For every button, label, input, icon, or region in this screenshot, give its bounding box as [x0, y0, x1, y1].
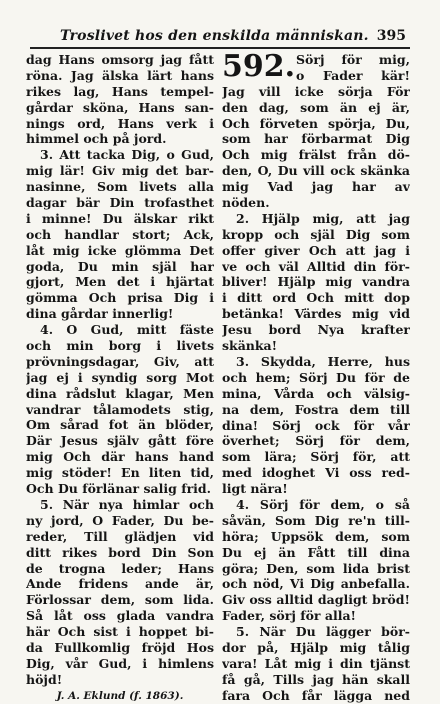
left-column — [26, 52, 214, 704]
text-line: bliver! Hjälp mig vandra — [222, 274, 410, 290]
text-line: himmel och på jord. — [26, 131, 167, 147]
text-line: och nöd, Vi Dig anbefalla. — [222, 576, 410, 592]
text-line: vandrar tålamodets stig, — [26, 401, 214, 417]
text-line: na dem, Fostra dem till — [222, 401, 410, 417]
text-line: nöden. — [222, 195, 270, 211]
text-line: 3. Att tacka Dig, o Gud, — [40, 147, 214, 163]
text-line: de trogna leder; Hans — [26, 560, 214, 576]
text-line: Om sårad fot än blöder, — [26, 417, 214, 433]
text-line: gårdar sköna, Hans san- — [26, 99, 214, 115]
text-line: och min borg i livets — [26, 338, 214, 354]
text-line: gömma Och prisa Dig i — [26, 290, 214, 306]
text-line: Dig, vår Gud, i himlens — [26, 655, 214, 671]
text-line: mig Vad jag har av — [222, 179, 410, 195]
text-line: ny jord, O Fader, Du be- — [26, 512, 214, 528]
text-line: den, O, Du vill ock skänka — [222, 163, 410, 179]
text-line: betänka! Värdes mig vid — [222, 306, 410, 322]
text-line: Så låt oss glada vandra — [26, 608, 214, 624]
text-line: vara! Låt mig i din tjänst — [222, 655, 410, 671]
text-line: 5. När Du lägger bör- — [236, 624, 410, 640]
text-line: ve och väl Alltid din för- — [222, 258, 410, 274]
text-line: med idoghet Vi oss red- — [222, 465, 410, 481]
text-line: dina rådslut klagar, Men — [26, 385, 214, 401]
running-title: Troslivet hos den enskilda människan. — [60, 28, 369, 44]
text-line: fara Och får lägga ned — [222, 687, 410, 703]
text-line: låt mig icke glömma Det — [26, 242, 214, 258]
text-line: göra; Den, som lida brist — [222, 560, 410, 576]
text-line: Jesu bord Nya krafter — [222, 322, 410, 338]
text-line: rikes lag, Hans tempel- — [26, 83, 214, 99]
text-line: här Och sist i hoppet bi- — [26, 624, 214, 640]
text-line: dina! Sörj ock för vår — [222, 417, 410, 433]
text-line: dag Hans omsorg jag fått — [26, 52, 214, 67]
text-line: Fader, sörj för alla! — [222, 608, 357, 624]
text-line: goda, Du min själ har — [26, 258, 214, 274]
text-line: prövningsdagar, Giv, att — [26, 353, 214, 369]
text-line: mina, Vårda och välsig- — [222, 385, 410, 401]
text-line: i minne! Du älskar rikt — [26, 210, 214, 226]
text-line: mig Och där hans hand — [26, 449, 214, 465]
text-line: och handlar stort; Ack, — [26, 226, 214, 242]
text-line: skänka! — [222, 338, 278, 354]
text-line: höra; Uppsök dem, som — [222, 528, 410, 544]
text-line: 5. När nya himlar och — [40, 496, 214, 512]
hymn-author: J. A. Eklund (f. 1863). — [56, 689, 184, 702]
hymn-number: 592. — [222, 49, 296, 84]
text-line: nasinne, Som livets alla — [26, 179, 214, 195]
text-line: nings ord, Hans verk i — [26, 115, 214, 131]
text-line: Giv oss alltid dagligt bröd! — [222, 592, 410, 608]
text-line: Och förveten spörja, Du, — [222, 115, 410, 131]
text-line: ditt rikes bord Din Son — [26, 544, 214, 560]
text-line: som lära; Sörj för, att — [222, 449, 410, 465]
text-line: dina gårdar innerlig! — [26, 306, 174, 322]
hymn-second-line: o Fader kär! — [296, 67, 410, 83]
text-line: dor på, Hjälp mig tålig — [222, 639, 410, 655]
text-line: röna. Jag älska lärt hans — [26, 67, 214, 83]
text-line: 2. Hjälp mig, att jag — [236, 210, 410, 226]
text-line: 3. Skydda, Herre, hus — [236, 353, 410, 369]
text-line: såvän, Som Dig re'n till- — [222, 512, 410, 528]
text-line: Och mig frälst från dö- — [222, 147, 410, 163]
text-line: Jag vill icke sörja För — [222, 83, 410, 99]
page-header — [30, 22, 410, 46]
text-line: mig lär! Giv mig det bar- — [26, 163, 214, 179]
text-line: den dag, som än ej är, — [222, 99, 410, 115]
hymn-first-line: Sörj för mig, — [296, 52, 410, 67]
text-line: offer giver Och att jag i — [222, 242, 410, 258]
text-line: överhet; Sörj för dem, — [222, 433, 410, 449]
text-line: dagar bär Din trofasthet — [26, 195, 214, 211]
text-line: Förlossar dem, som lida. — [26, 592, 214, 608]
text-line: ligt nära! — [222, 481, 288, 497]
text-line: få gå, Tills jag hän skall — [222, 671, 410, 687]
hymn-heading — [222, 49, 410, 84]
text-line: da Fullkomlig fröjd Hos — [26, 639, 214, 655]
text-line: Du ej än Fått till dina — [222, 544, 410, 560]
header-rule — [30, 47, 410, 49]
text-line: jag ej i syndig sorg Mot — [26, 369, 214, 385]
right-column — [222, 49, 410, 704]
text-line: gjort, Men det i hjärtat — [26, 274, 214, 290]
text-line: i ditt ord Och mitt dop — [222, 290, 410, 306]
text-line: som har förbarmat Dig — [222, 131, 410, 147]
text-line: höjd! — [26, 671, 63, 687]
text-line: kropp och själ Dig som — [222, 226, 410, 242]
text-line: 4. O Gud, mitt fäste — [40, 322, 214, 338]
text-line: Och Du förlänar salig frid. — [26, 481, 212, 497]
page-number: 395 — [376, 28, 406, 44]
text-line: Ande fridens ande är, — [26, 576, 214, 592]
text-line: och hem; Sörj Du för de — [222, 369, 410, 385]
text-line: reder, Till glädjen vid — [26, 528, 214, 544]
text-line: mig stöder! En liten tid, — [26, 465, 214, 481]
text-line: 4. Sörj för dem, o så — [236, 496, 410, 512]
text-line: Där Jesus själv gått före — [26, 433, 214, 449]
